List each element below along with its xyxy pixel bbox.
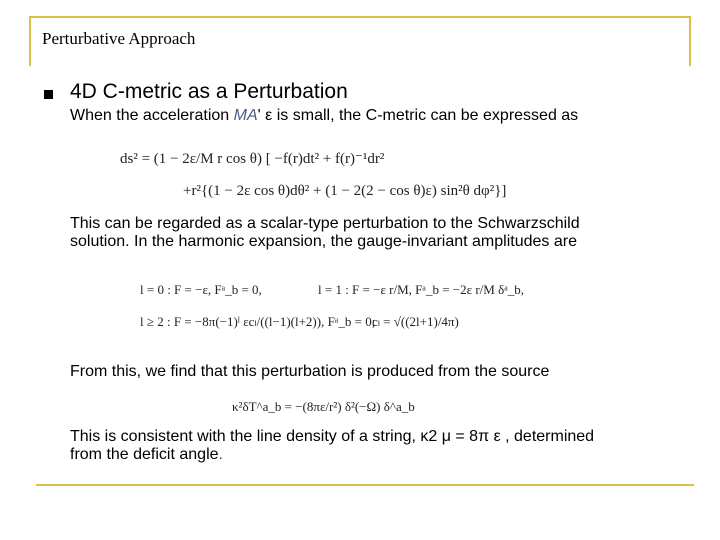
intro-variable: MA [233, 107, 258, 124]
deficit-angle-text: from the deficit angle [70, 446, 219, 463]
paragraph-perturbation-line1: This can be regarded as a scalar-type perturbation to the Schwarzschild [70, 215, 580, 232]
amplitude-l0: l = 0 : F = −ε, Fᵃ_b = 0, [140, 282, 262, 297]
paragraph-consistency-line2 [70, 446, 594, 464]
source-equation: κ²δT^a_b = −(8πε/r²) δ²(−Ω) δ^a_b [232, 399, 415, 414]
amplitude-l2: l ≥ 2 : F = −8π(−1)ˡ εcₗ/((l−1)(l+2)), Fᵃ_b = 0; [140, 314, 376, 329]
metric-equation-line1: ds² = (1 − 2ε/M r cos θ) [ −f(r)dt² + f(r)⁻¹dr² [120, 151, 385, 167]
slide-title: Perturbative Approach [42, 29, 196, 48]
paragraph-perturbation-line2: solution. In the harmonic expansion, the gauge-invariant amplitudes are [70, 233, 577, 250]
paragraph-perturbation [70, 215, 580, 251]
amplitude-cl: cₗ = √((2l+1)/4π) [372, 314, 459, 329]
intro-pre: When the acceleration [70, 107, 234, 124]
paragraph-source: From this, we find that this perturbation is produced from the source [70, 363, 550, 380]
amplitude-l1: l = 1 : F = −ε r/M, Fᵃ_b = −2ε r/M δᵃ_b, [318, 282, 524, 297]
paragraph-consistency-line1: This is consistent with the line density of a string, κ2 μ = 8π ε , determined [70, 428, 595, 445]
metric-equation-line2: +r²{(1 − 2ε cos θ)dθ² + (1 − 2(2 − cos θ)ε) sin²θ dφ²}] [183, 183, 507, 199]
intro-post: ' ε is small, the C-metric can be expressed as [257, 107, 579, 124]
paragraph-consistency [70, 428, 594, 464]
slide-heading: 4D C-metric as a Perturbation [70, 80, 348, 103]
period-mark: . [218, 446, 223, 463]
